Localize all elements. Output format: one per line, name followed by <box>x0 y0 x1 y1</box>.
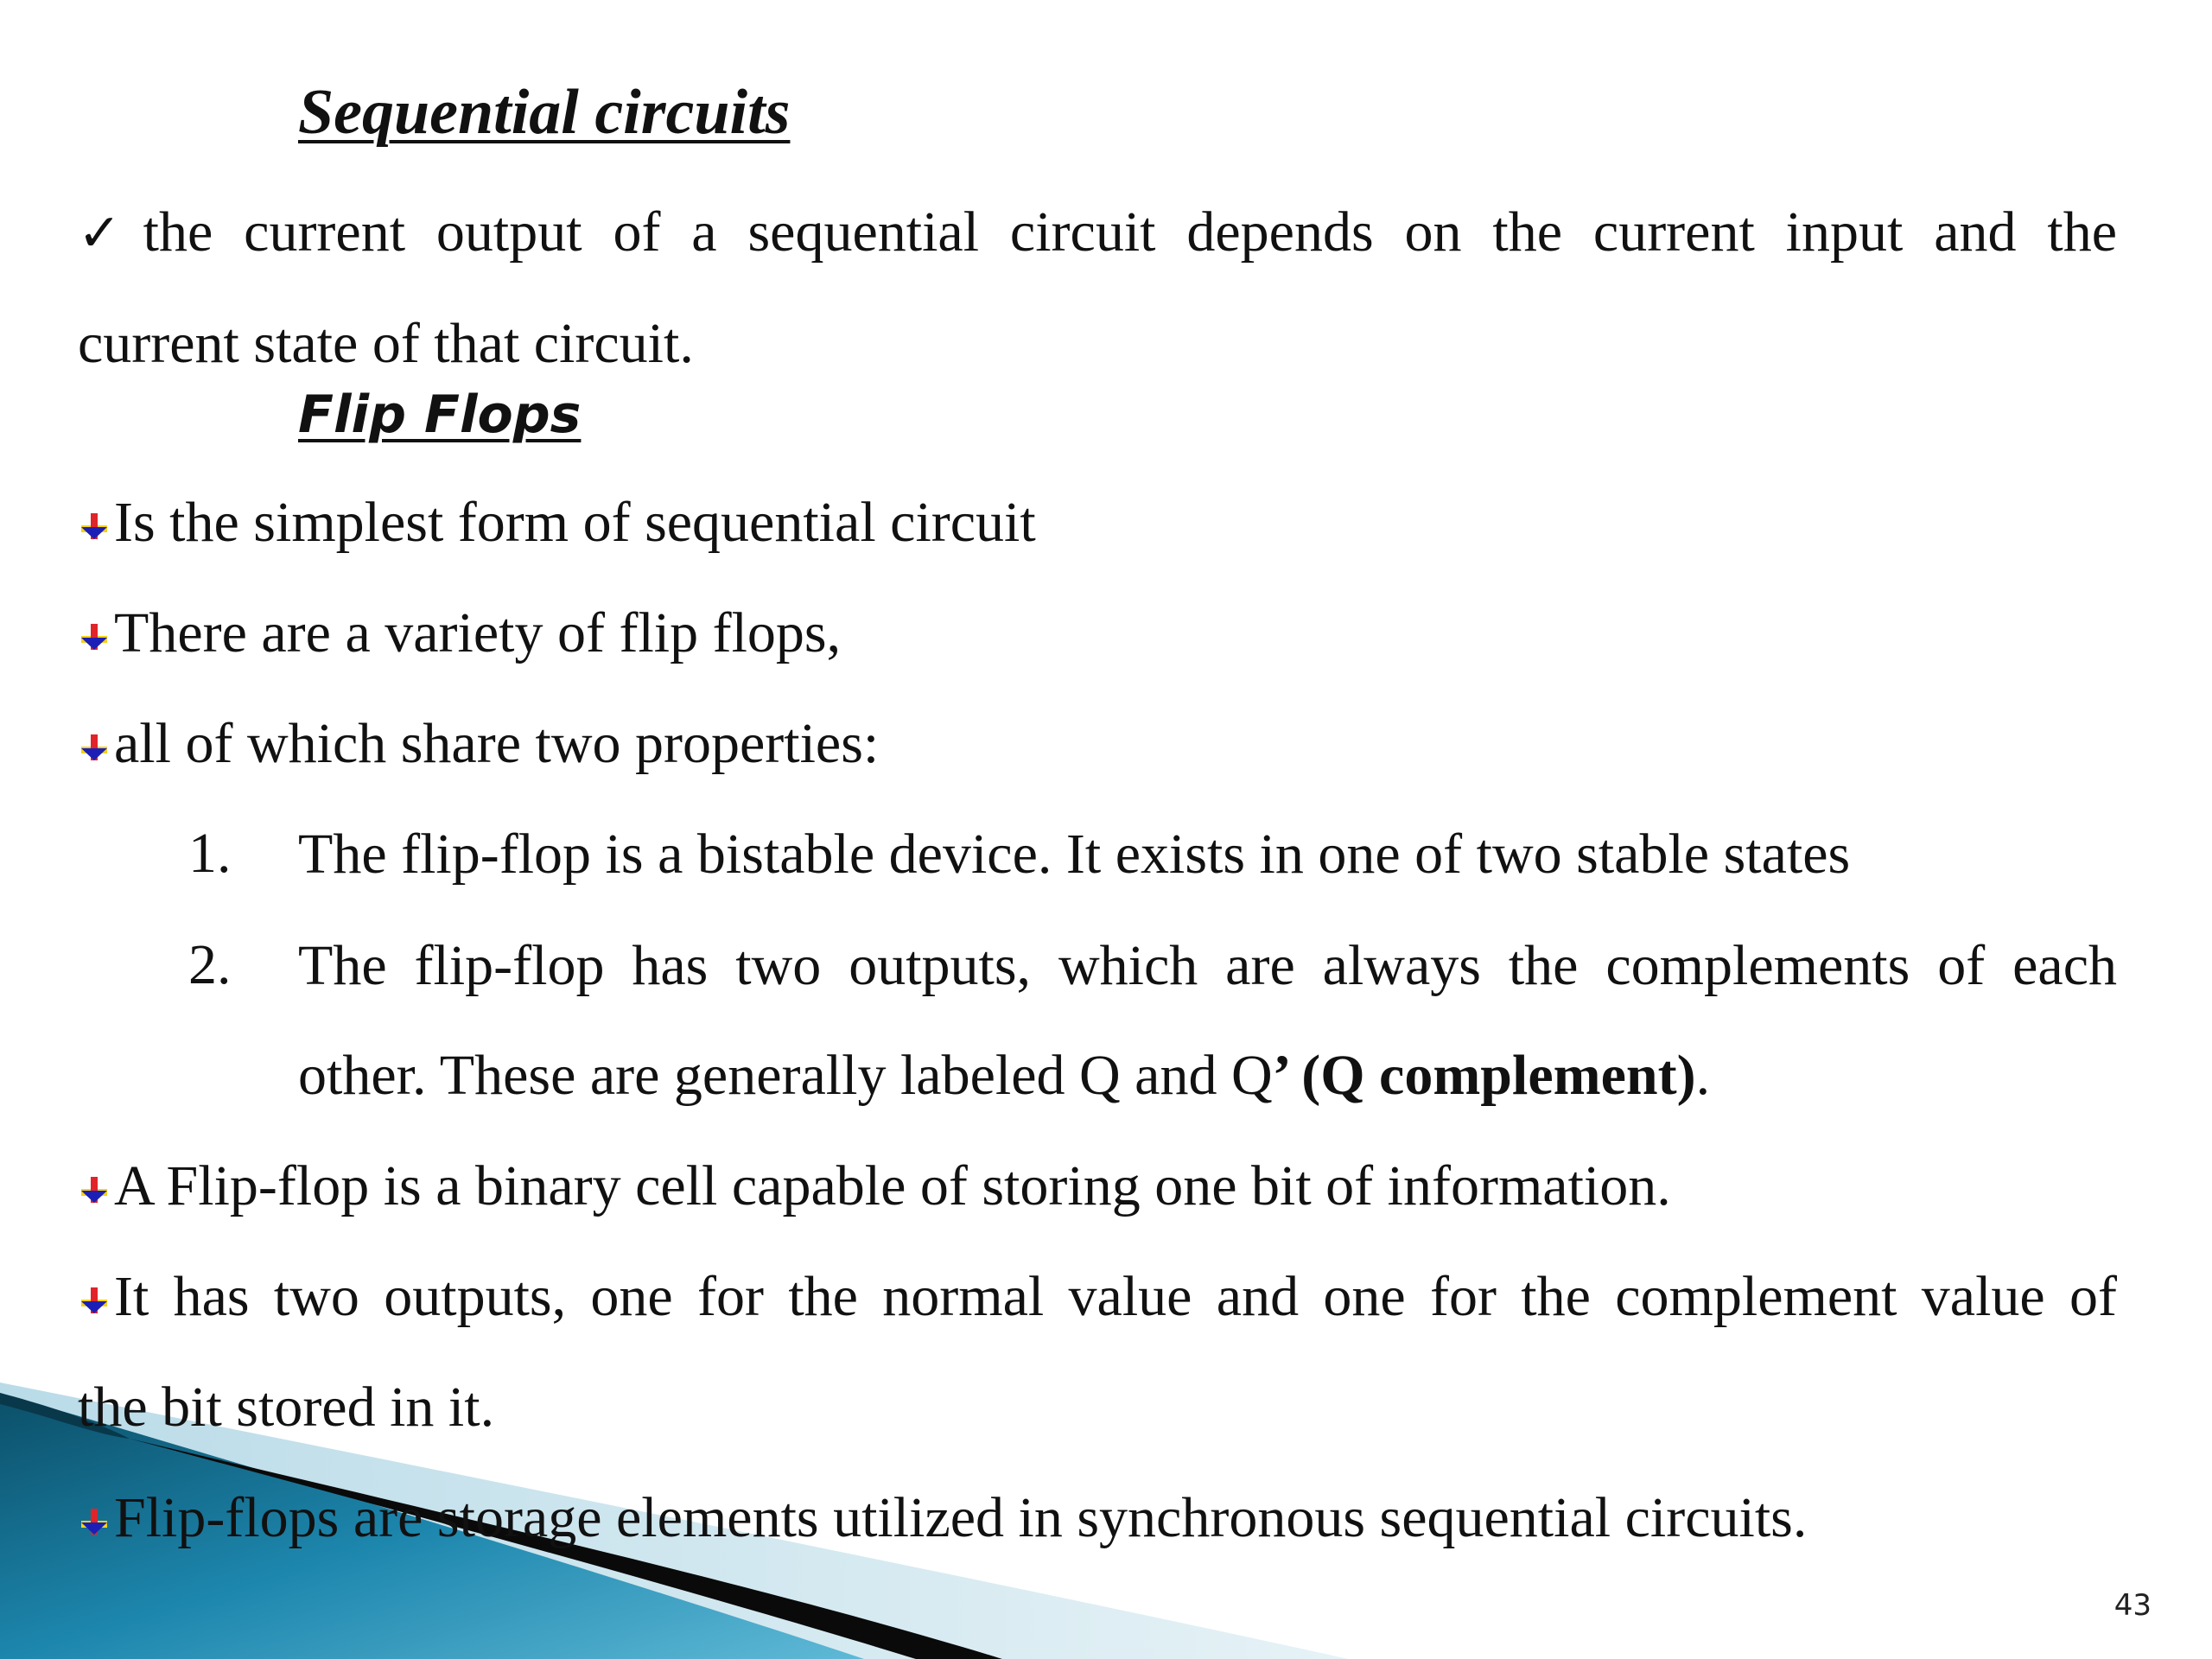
colored-arrow-bullet-icon <box>78 1505 111 1538</box>
bullet-text-5-line-2: the bit stored in it. <box>78 1376 495 1439</box>
property-text-2-line-1-row <box>298 932 2117 1000</box>
bullet-text-2: There are a variety of flip flops, <box>114 601 842 664</box>
colored-arrow-bullet-icon <box>78 731 111 764</box>
colored-arrow-bullet-icon <box>78 1173 111 1206</box>
bullet-item-1 <box>78 489 1036 556</box>
property-number-2: 2. <box>188 933 232 996</box>
property-text-2-line-2 <box>298 1042 1710 1109</box>
section-subtitle: Flip Flops <box>298 385 582 445</box>
bullet-text-1: Is the simplest form of sequential circuit <box>114 491 1036 554</box>
bullet-text-5-line-1: It has two outputs, one for the normal value and one for the complement value of <box>114 1265 2117 1328</box>
bullet-text-4: A Flip-flop is a binary cell capable of storing one bit of information. <box>114 1154 1671 1217</box>
property-text-2-prefix: other. These are generally labeled Q and Q <box>298 1044 1273 1107</box>
bullet-item-6 <box>78 1484 1807 1552</box>
property-text-2-line-1: The flip-flop has two outputs, which are always the complements of each <box>298 934 2117 997</box>
colored-arrow-bullet-icon <box>78 510 111 543</box>
slide-title: Sequential circuits <box>298 77 791 148</box>
property-text-1: The flip-flop is a bistable device. It exists in one of two stable states <box>298 823 1851 886</box>
intro-line-2: current state of that circuit. <box>78 312 694 375</box>
checkmark-icon: ✓ <box>78 203 138 264</box>
page-number: 43 <box>2113 1588 2152 1623</box>
intro-line-1-row <box>78 199 2117 267</box>
colored-arrow-bullet-icon <box>78 1284 111 1317</box>
property-text-2-suffix: . <box>1695 1044 1711 1107</box>
intro-line-1: the current output of a sequential circuit depends on the current input and the <box>143 200 2117 264</box>
bullet-item-4 <box>78 1153 1671 1220</box>
bullet-item-5 <box>78 1263 2117 1331</box>
property-number-1: 1. <box>188 822 232 885</box>
bullet-text-6: Flip-flops are storage elements utilized in synchronous sequential circuits. <box>114 1486 1808 1549</box>
bullet-text-3: all of which share two properties: <box>114 712 880 775</box>
colored-arrow-bullet-icon <box>78 620 111 653</box>
bullet-item-3 <box>78 710 879 778</box>
property-text-2-bold: ’ (Q complement) <box>1272 1044 1696 1107</box>
bullet-item-2 <box>78 600 841 667</box>
